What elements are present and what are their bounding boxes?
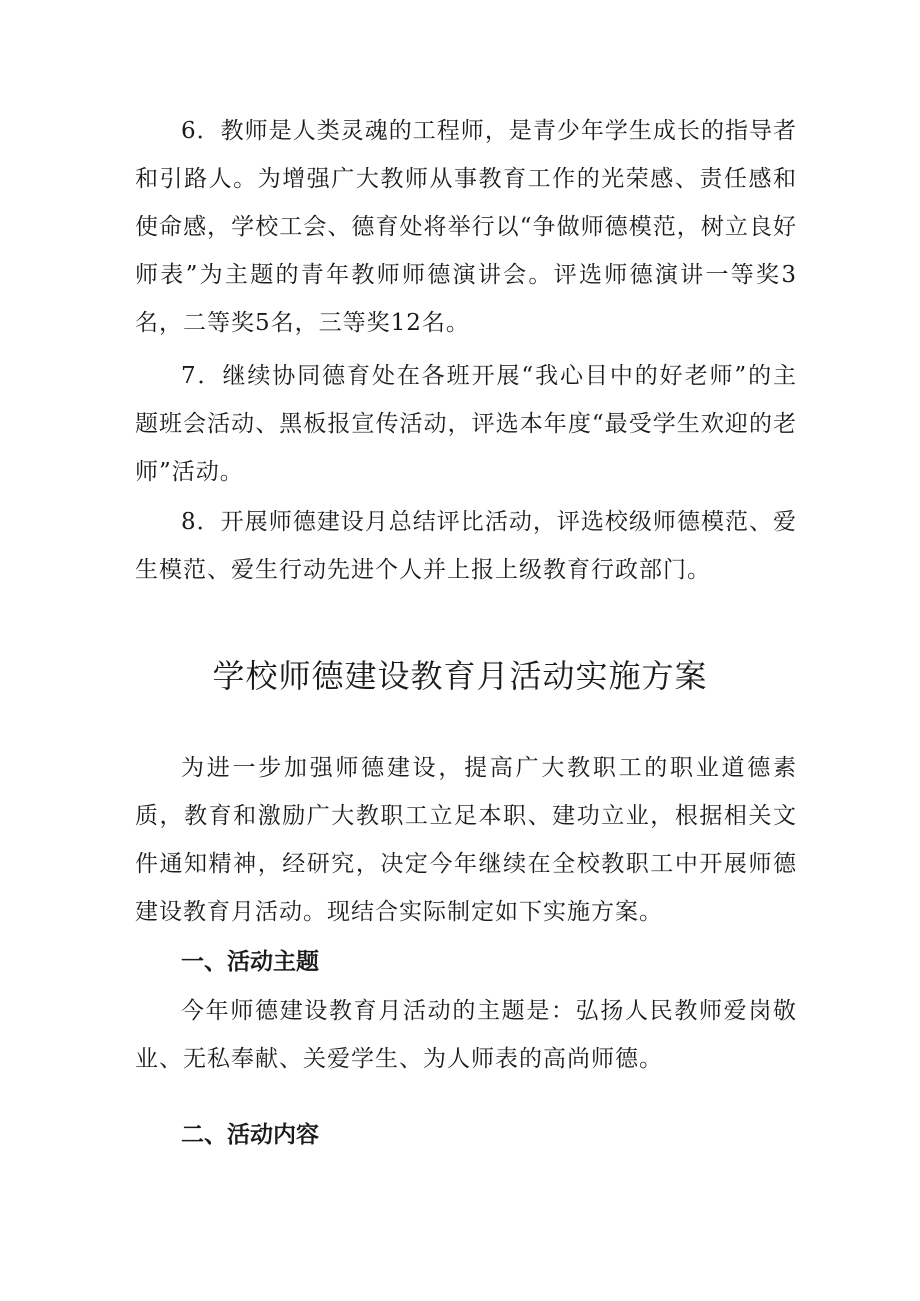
item-8-paragraph: 8．开展师德建设月总结评比活动，评选校级师德模范、爱生模范、爱生行动先进个人并上报上级教育行政部门。 <box>135 509 797 583</box>
section-heading-content: 二、活动内容 <box>181 1122 319 1148</box>
document-title: 学校师德建设教育月活动实施方案 <box>212 657 708 695</box>
item-6-paragraph: 6．教师是人类灵魂的工程师，是青少年学生成长的指导者和引路人。为增强广大教师从事教育工作的光荣感、责任感和使命感，学校工会、德育处将举行以“争做师德模范，树立良好师表”为主题的青年教师师德演讲会。评选师德演讲一等奖3名，二等奖5名，三等奖12名。 <box>135 118 797 336</box>
item-7-paragraph: 7．继续协同德育处在各班开展“我心目中的好老师”的主题班会活动、黑板报宣传活动，评选本年度“最受学生欢迎的老师”活动。 <box>135 363 797 485</box>
section-heading-theme: 一、活动主题 <box>181 949 319 975</box>
section-theme-body: 今年师德建设教育月活动的主题是：弘扬人民教师爱岗敬业、无私奉献、关爱学生、为人师表的高尚师德。 <box>135 998 797 1072</box>
intro-paragraph: 为进一步加强师德建设，提高广大教职工的职业道德素质，教育和激励广大教职工立足本职、建功立业，根据相关文件通知精神，经研究，决定今年继续在全校教职工中开展师德建设教育月活动。现结合实际制定如下实施方案。 <box>135 755 797 925</box>
